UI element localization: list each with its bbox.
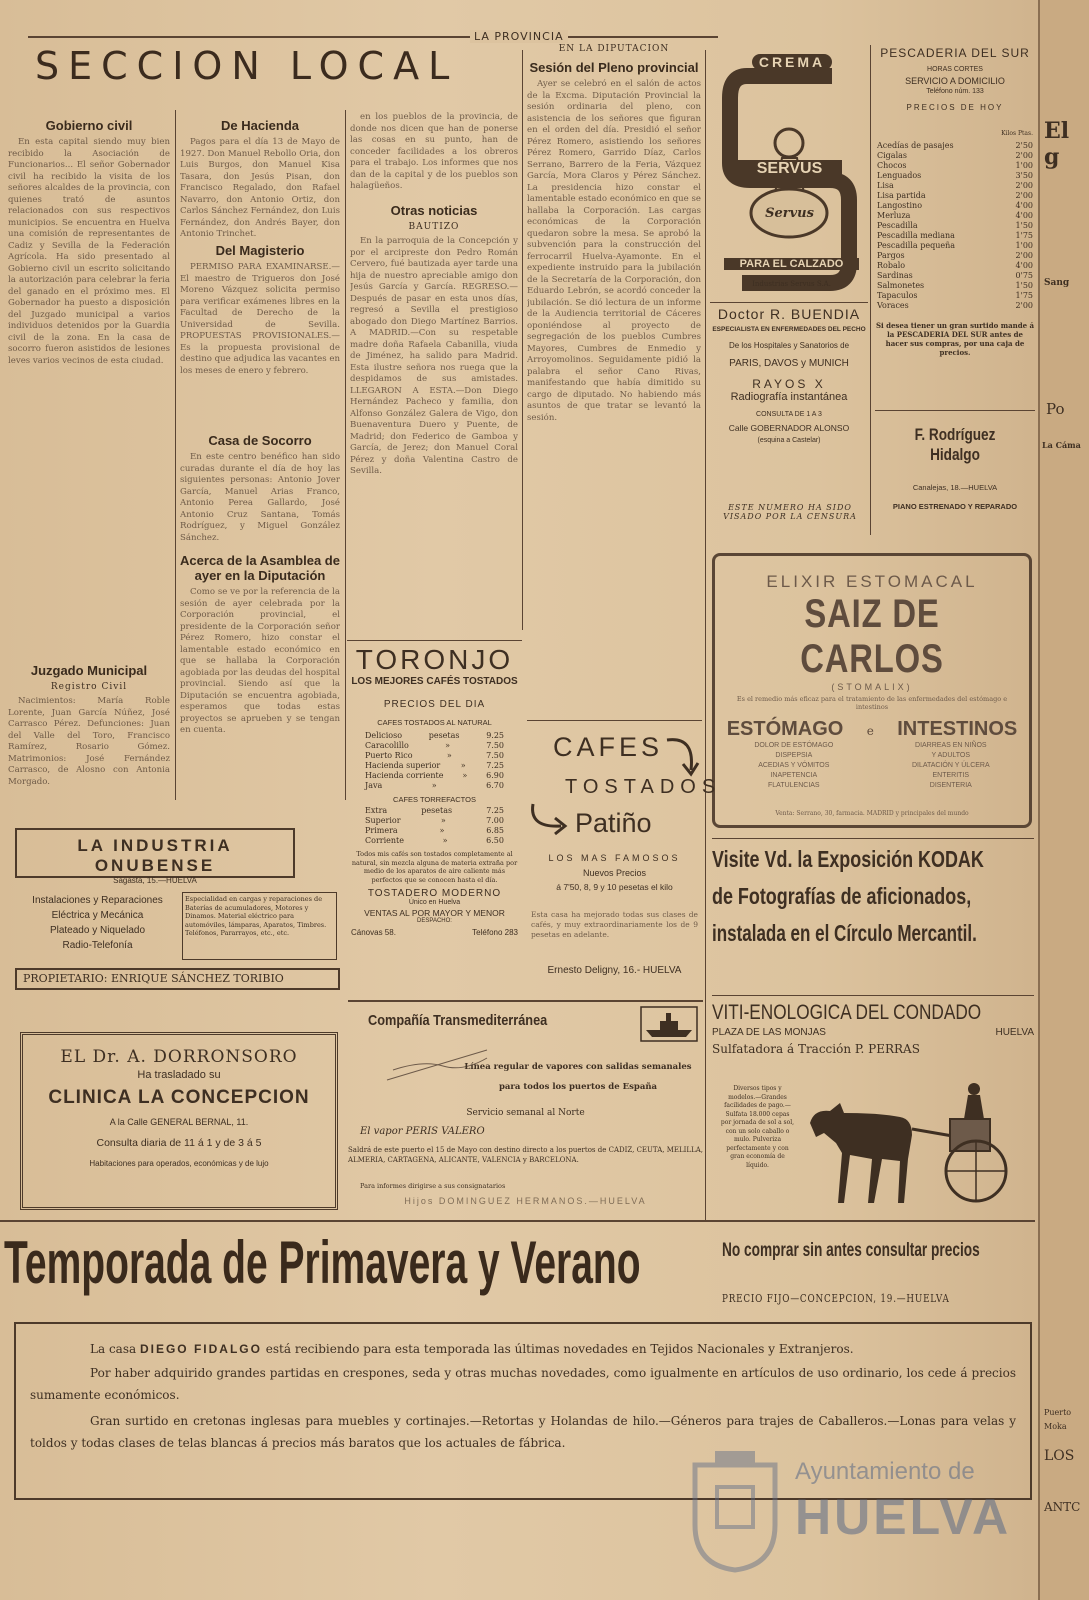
price-row	[365, 761, 504, 771]
hidalgo-tag: PIANO ESTRENADO Y REPARADO	[892, 502, 1018, 511]
sub-registro-civil: Registro Civil	[50, 682, 128, 692]
toronjo-only: Único en Huelva	[408, 899, 461, 906]
buendia-radio: Radiografía instantánea	[730, 391, 848, 403]
price-row	[877, 181, 1033, 191]
coffee-unit: »	[446, 751, 452, 760]
toronjo-phone: Teléfono 283	[472, 928, 518, 937]
price-row	[365, 741, 504, 751]
saiz-amp: e	[866, 724, 874, 738]
patino-word4: LOS MAS FAMOSOS	[548, 853, 681, 863]
price-row	[877, 211, 1033, 221]
coffee-name: Java	[365, 781, 383, 790]
service-item: Plateado y Niquelado	[49, 925, 146, 936]
column-divider	[175, 110, 176, 800]
temporada-p3: Gran surtido en cretonas inglesas para muebles y cortinajes.—Retortas y Holandas de hilo.—Géneros para trajes de Caballeros.—Lonas para velas y toldos y todas clases de telas blancas á precios más baratos que los actuales de fábrica.	[30, 1414, 1016, 1450]
transmed-line3: Servicio semanal al Norte	[466, 1108, 585, 1118]
coffee-name: Caracolillo	[365, 741, 409, 750]
buendia-corner: (esquina a Castelar)	[757, 437, 821, 444]
price-item-name: Lenguados	[877, 171, 922, 180]
service-item: Instalaciones y Reparaciones	[32, 895, 163, 906]
coffee-price: 7.25	[486, 806, 504, 815]
ailment-item: DISENTERIA	[929, 782, 972, 789]
price-row	[365, 771, 504, 781]
servus-maker: Industrias Servus S.A.	[752, 280, 831, 288]
price-row	[877, 141, 1033, 151]
column-divider	[522, 50, 523, 630]
pescaderia-line2: SERVICIO A DOMICILIO	[905, 76, 1005, 86]
edge-fragment: LOS	[1044, 1448, 1075, 1464]
watermark-line2: HUELVA	[795, 1489, 1012, 1545]
ad-servus	[712, 48, 867, 298]
edge-fragment: Sang	[1044, 278, 1070, 288]
kodak-line1: Visite Vd. la Exposición KODAK	[712, 846, 984, 872]
price-row	[365, 781, 504, 791]
coffee-price: 7.00	[486, 816, 504, 825]
kodak-line3: instalada en el Círculo Mercantil.	[712, 920, 977, 946]
ad-toronjo	[347, 640, 522, 985]
saiz-desc: Es el remedio más eficaz para el tratamiento de las enfermedades del estómago e intestinos	[736, 695, 1008, 711]
temporada-p1-name: DIEGO FIDALGO	[139, 1342, 262, 1356]
article-otras-noticias	[350, 236, 518, 478]
edge-fragment: El g	[1044, 118, 1070, 170]
price-row	[877, 171, 1033, 181]
price-item-value: 4'00	[1015, 201, 1033, 210]
column-divider	[870, 45, 871, 535]
price-item-name: Robalo	[877, 261, 906, 270]
divider	[710, 302, 868, 303]
toronjo-shop: TOSTADERO MODERNO	[367, 888, 502, 899]
buendia-spec: ESPECIALISTA EN ENFERMEDADES DEL PECHO	[712, 326, 866, 333]
buendia-rayos: RAYOS X	[752, 377, 826, 391]
dorronsoro-line3: CLINICA LA CONCEPCION	[48, 1087, 310, 1108]
patino-addr: Ernesto Deligny, 16.- HUELVA	[547, 965, 682, 976]
coffee-unit: pesetas	[428, 731, 460, 740]
transmed-line4: El vapor PERIS VALERO	[360, 1126, 485, 1137]
sub-bautizo: BAUTIZO	[408, 222, 460, 232]
edge-fragment: ANTC	[1044, 1500, 1081, 1514]
price-row	[877, 231, 1033, 241]
article-text: PERMISO PARA EXAMINARSE.—El maestro de Trigueros don José Moreno Vázquez solicita permiso para verificar exámenes libres en la Facultad de Derecho de la Universidad de Sevilla. PROPUESTAS PROVISIONALES.—Es la propuesta provisional de destino que adjudica las vacantes en los meses de enero y febrero.	[180, 262, 340, 376]
patino-note: Esta casa ha mejorado todas sus clases de cafés, y muy extraordinariamente los de 9 pesetas en adelante.	[531, 910, 698, 939]
edge-fragment: Moka	[1044, 1422, 1067, 1431]
price-item-value: 0'75	[1015, 271, 1033, 280]
horse-cart-icon	[800, 1063, 1030, 1213]
article-text: Como se ve por la referencia de la sesión de ayer celebrada por la Corporación provincial, el presidente de la Corporación señor Pérez Romero, hizo constar el lamentable estado económico en que se hallaba la Corporación agobiada por las deudas del hospital provincial. Siendo así que la Diputación se encuentra agobiada, esperamos que todas estas proyectos se aprueben y se tengan en cuenta.	[180, 587, 340, 735]
divider	[347, 640, 522, 641]
edge-fragment: Po	[1046, 400, 1065, 418]
price-row	[877, 201, 1033, 211]
divider	[0, 1220, 1035, 1222]
pescaderia-phone: Teléfono núm. 133	[926, 88, 984, 95]
ad-saiz-de-carlos	[712, 553, 1032, 828]
saiz-brand: SAIZ DE CARLOS	[800, 592, 944, 681]
price-row	[877, 191, 1033, 201]
price-item-name: Tapaculos	[877, 291, 918, 300]
article-text: Nacimientos: María Roble Lorente, Juan García Núñez, José Carrasco Pérez. Defunciones: Juan del Valle del Toro, Francisco Ramírez, Rosario Gómez. Matrimonios: José Fernández Carrasco, de Alosno con Antonia Morgado.	[8, 696, 170, 787]
toronjo-street: Cánovas 58.	[351, 928, 396, 937]
heading-sesion-pleno: Sesión del Pleno provincial	[529, 60, 699, 75]
ad-dorronsoro	[20, 1032, 338, 1210]
ad-buendia	[710, 302, 868, 492]
coffee-name: Puerto Rico	[365, 751, 413, 760]
heading-magisterio: Del Magisterio	[215, 243, 305, 258]
toronjo-title: TORONJO	[355, 644, 514, 675]
industria-owner: PROPIETARIO: ENRIQUE SÁNCHEZ TORIBIO	[15, 968, 340, 990]
coffee-price: 6.50	[486, 836, 504, 845]
buendia-name: Doctor R. BUENDIA	[717, 306, 861, 322]
toronjo-prices: PRECIOS DEL DIA	[383, 699, 486, 710]
service-item: Eléctrica y Mecánica	[51, 910, 144, 921]
viti-title: VITI-ENOLOGICA DEL CONDADO	[712, 1001, 982, 1024]
ad-transmediterranea	[348, 1000, 703, 1215]
price-item-name: Pescadilla pequeña	[877, 241, 956, 250]
price-item-value: 2'00	[1015, 191, 1033, 200]
price-row	[877, 261, 1033, 271]
divider	[712, 995, 1034, 996]
toronjo-sec2: CAFES TORREFACTOS	[393, 795, 476, 804]
industria-title: LA INDUSTRIA ONUBENSE	[77, 836, 233, 875]
article-asamblea	[180, 587, 340, 737]
ad-kodak	[712, 838, 1034, 988]
pescaderia-line1: HORAS CORTES	[927, 66, 983, 73]
coffee-unit: »	[442, 836, 448, 845]
hidalgo-street: Canalejas, 18.—HUELVA	[912, 483, 998, 492]
kodak-line2: de Fotografías de aficionados,	[712, 883, 972, 909]
ad-patino	[527, 720, 722, 985]
ad-hidalgo	[875, 410, 1035, 530]
saiz-sub: (STOMALIX)	[831, 682, 913, 692]
article-text: Ayer se celebró en el salón de actos de la Excma. Diputación Provincial la sesión ordinaria del pleno, con asistencia de los señores que figuran en el orden del día. Presidió el señor Pérez Romero, asistiendo los señores Pérez Romero, Garrido Díaz, Carlos Serrano, Barrero de la Feria, Vázquez García, Mora Claros y Pérez Sánchez. La presidencia hizo constar el lamentable estado económico en que se hallaba la Corporación. Las cargas económicas de la Corporación quedaron sobre la mesa. Se aprobó la subvención para la construcción del ferrocarril Huelva-Ayamonte. En el expediente instruido para la jubilación de la Secretaría de la Corporación, don Eduardo Lebrón, se acordó conceder la jubilación. Se dió lectura de un informe de la Audiencia territorial de Cáceres oponiéndose al proyecto de segregación de los pueblos Cumbres Mayores, Cumbres de Enmedio y Arroyomolinos. Seguidamente pidió la palabra el señor Cano Rivas, manifestando que había dimitido su cargo de diputado. No habiendo más asuntos de que tratar se levantó la sesión.	[527, 79, 701, 423]
price-item-name: Salmonetes	[877, 281, 925, 290]
curved-arrow-icon	[665, 734, 701, 778]
column-3	[350, 112, 518, 632]
temporada-p1-pre: La casa	[90, 1342, 137, 1356]
curved-arrow-icon	[529, 802, 569, 836]
price-row	[365, 836, 504, 846]
ailment-item: ENTERITIS	[932, 772, 970, 779]
price-item-name: Merluza	[877, 211, 911, 220]
heading-de-hacienda: De Hacienda	[220, 118, 300, 133]
saiz-left-head: ESTÓMAGO	[726, 718, 844, 740]
price-item-value: 4'00	[1015, 261, 1033, 270]
patino-word2: TOSTADOS	[565, 776, 722, 798]
ailment-item: ACEDIAS Y VÓMITOS	[758, 762, 830, 769]
price-item-name: Chocos	[877, 161, 907, 170]
article-text: Pagos para el día 13 de Mayo de 1927. Don Manuel Rebollo Oria, don Luis Burgos, don Manuel Kisa Tasara, don Jesús Pisan, don Francisco Regalado, don Rafael Navarro, don Antonio Ortiz, don Carlos Sánchez Fernández, don Luis Fernández, don Andrés Bayer, don Antonio Trinchet.	[180, 137, 340, 237]
price-row	[877, 151, 1033, 161]
price-item-value: 1'75	[1015, 291, 1033, 300]
coffee-price: 6.85	[486, 826, 504, 835]
buendia-hours: CONSULTA DE 1 A 3	[756, 411, 822, 418]
price-item-value: 2'00	[1015, 251, 1033, 260]
article-hacienda	[180, 137, 340, 237]
price-item-name: Lisa partida	[877, 191, 926, 200]
pescaderia-note: Si desea tiener un gran surtido mande á la PESCADERIA DEL SUR antes de hacer sus compras, por una caja de precios.	[875, 321, 1035, 357]
price-item-name: Langostino	[877, 201, 923, 210]
buendia-line1: De los Hospitales y Sanatorios de	[728, 341, 850, 350]
viti-sub-left: PLAZA DE LAS MONJAS	[712, 1027, 826, 1038]
coffee-unit: »	[462, 771, 468, 780]
coffee-price: 6.70	[486, 781, 504, 790]
toronjo-sales: VENTAS AL POR MAYOR Y MENOR	[364, 908, 505, 918]
article-sesion-pleno	[527, 79, 701, 424]
article-text: En la parroquia de la Concepción y por el arcipreste don Pedro Román Cervero, fué bautizada ayer tarde una hija de nuestro apreciable amigo don Jesús García y García. REGRESO.—Después de pasar en esta unos días, regresó a Sevilla el prestigioso abogado don Diego Martínez Barrios. A MADRID.—Con su respetable madre doña Rafaela Cabanilla, viuda de Jiménez, ha salido para Madrid. Esta ilustre señora nos ruega que la despidamos de sus amistades. LLEGARON A ESTA.—Don Diego Hernández Pacheco y familia, don Alfonso González Galera de Vigo, don Buenaventura Duero y Puente, de Madrid; don Federico de Gamboa y García, de Jerez; don Manuel Coral Pérez y doña Valentina Castro de Sevilla.	[350, 236, 518, 476]
servus-badge: Servus	[765, 206, 814, 221]
temporada-p1	[16, 1324, 1030, 1362]
coat-of-arms-icon	[685, 1445, 785, 1575]
saiz-right-list	[912, 741, 990, 791]
price-row	[877, 221, 1033, 231]
sub-diputacion: EN LA DIPUTACION	[558, 44, 670, 54]
ailment-item: FLATULENCIAS	[768, 782, 820, 789]
divider	[875, 410, 1035, 411]
saiz-right-head: INTESTINOS	[897, 718, 1018, 740]
viti-line: Sulfatadora á Tracción P. PERRAS	[712, 1042, 920, 1056]
price-item-name: Pargos	[877, 251, 905, 260]
article-text: En este centro benéfico han sido curadas durante el día de hoy las siguientes personas: Antonio Jover García, Manuel Arias Franco, Antonio Perea Gallardo, José Antonio Cruz Santana, Tomás Rodríguez, y Miguel González Sánchez.	[180, 452, 340, 543]
industria-title-box	[15, 828, 295, 885]
price-item-value: 3'50	[1015, 171, 1033, 180]
price-item-name: Lisa	[877, 181, 894, 190]
article-continued	[350, 112, 518, 197]
adjacent-page-edge	[1038, 0, 1089, 1600]
price-row	[877, 251, 1033, 261]
coffee-unit: »	[460, 761, 466, 770]
pescaderia-col-head: Kilos Ptas.	[1001, 130, 1033, 137]
price-row	[365, 751, 504, 761]
price-row	[877, 291, 1033, 301]
toronjo-list-1	[347, 731, 522, 791]
price-item-name: Voraces	[877, 301, 909, 310]
price-row	[877, 161, 1033, 171]
coffee-price: 7.25	[486, 761, 504, 770]
price-row	[365, 816, 504, 826]
patino-word5: Nuevos Precios	[582, 868, 647, 878]
pescaderia-price-list	[875, 141, 1035, 311]
industria-right: Especialidad en cargas y reparaciones de Baterías de acumuladores, Motores y Dinamos. Material eléctrico para automóviles, lámparas, Aparatos, Timbres. Teléfonos, Pararrayos, etc., etc.	[182, 892, 337, 960]
hidalgo-name: F. Rodríguez Hidalgo	[914, 425, 996, 464]
coffee-unit: pesetas	[421, 806, 453, 815]
article-gobierno-civil	[8, 137, 170, 657]
temporada-p2: Por haber adquirido grandes partidas en crespones, seda y otras muchas novedades, como igualmente en artículos de uso ordinario, los cede á precios sumamente económicos.	[30, 1366, 1016, 1402]
pescaderia-prices-title: PRECIOS DE HOY	[906, 103, 1004, 112]
header-rule	[28, 36, 718, 38]
ailment-item: DISPEPSIA	[775, 752, 813, 759]
transmed-title: Compañía Transmediterránea	[368, 1012, 548, 1029]
price-item-value: 2'00	[1015, 301, 1033, 310]
article-magisterio	[180, 262, 340, 427]
coffee-name: Superior	[365, 816, 401, 825]
price-item-value: 1'00	[1015, 161, 1033, 170]
heading-juzgado-municipal: Juzgado Municipal	[30, 663, 148, 678]
heading-otras-noticias: Otras noticias	[390, 203, 478, 218]
divider	[712, 838, 1034, 839]
coffee-unit: »	[439, 826, 445, 835]
temporada-p1-post: está recibiendo para esta temporada las últimas novedades en Tejidos Nacionales y Extranjeros.	[265, 1342, 854, 1356]
coffee-price: 6.90	[486, 771, 504, 780]
industria-left-list	[15, 893, 180, 953]
coffee-name: Hacienda superior	[365, 761, 441, 770]
price-item-value: 2'00	[1015, 151, 1033, 160]
coffee-price: 7.50	[486, 751, 504, 760]
ad-pescaderia	[875, 46, 1035, 416]
price-row	[365, 826, 504, 836]
patino-word3: Patiño	[575, 808, 652, 838]
coffee-unit: »	[445, 741, 450, 750]
dorronsoro-line6: Habitaciones para operados, económicas y de lujo	[89, 1159, 269, 1168]
transmed-line2: para todos los puertos de España	[498, 1082, 658, 1092]
dorronsoro-line1: EL Dr. A. DORRONSORO	[60, 1047, 298, 1067]
dorronsoro-line5: Consulta diaria de 11 á 1 y de 3 á 5	[96, 1137, 262, 1149]
column-4	[527, 44, 701, 724]
saiz-line1: ELIXIR ESTOMACAL	[766, 572, 978, 591]
toronjo-note: Todos mis cafés son tostados completamente al natural, sin mezcla alguna de materia extraña por medio de los aparatos de aire caliente más perfectos que se conocen hasta el día.	[351, 850, 518, 884]
watermark-line1: Ayuntamiento de	[795, 1458, 975, 1485]
heading-gobierno-civil: Gobierno civil	[45, 118, 133, 133]
column-2	[180, 112, 340, 802]
price-item-name: Pescadilla mediana	[877, 231, 955, 240]
transmed-line1: Línea regular de vapores con salidas semanales	[464, 1062, 692, 1072]
coffee-unit: »	[431, 781, 437, 790]
price-row	[877, 271, 1033, 281]
buendia-street: Calle GOBERNADOR ALONSO	[728, 423, 850, 433]
edge-fragment: Puerto	[1044, 1408, 1072, 1417]
servus-top: CREMA	[752, 54, 832, 70]
ad-viti-enologica	[712, 995, 1034, 1220]
price-item-name: Acedías de pasajes	[877, 141, 954, 150]
section-title: SECCION LOCAL	[35, 44, 459, 88]
price-row	[877, 301, 1033, 311]
article-juzgado	[8, 696, 170, 788]
buendia-cities: PARIS, DAVOS y MUNICH	[729, 358, 849, 369]
coffee-price: 7.50	[486, 741, 504, 750]
edge-fragment: La Cáma	[1042, 440, 1081, 450]
price-item-value: 4'00	[1015, 211, 1033, 220]
service-item: Radio-Telefonía	[62, 940, 133, 951]
industria-addr: Sagasta, 15.—HUELVA	[113, 876, 197, 885]
servus-brand: SERVUS	[737, 160, 842, 178]
divider	[527, 720, 702, 721]
censura-note: ESTE NUMERO HA SIDO VISADO POR LA CENSURA	[723, 503, 857, 521]
coffee-name: Primera	[365, 826, 398, 835]
toronjo-list-2	[347, 806, 522, 846]
column-divider	[345, 110, 346, 800]
coffee-name: Corriente	[365, 836, 404, 845]
coffee-unit: »	[440, 816, 446, 825]
temporada-title: Temporada de Primavera y Verano	[4, 1229, 641, 1296]
viti-sub-right: HUELVA	[995, 1027, 1034, 1038]
divider	[348, 1000, 703, 1002]
patino-word6: á 7'50, 8, 9 y 10 pesetas el kilo	[556, 882, 673, 892]
price-item-value: 1'50	[1015, 221, 1033, 230]
saiz-left-list	[754, 741, 833, 791]
price-item-value: 2'50	[1015, 141, 1033, 150]
coffee-name: Hacienda corriente	[365, 771, 444, 780]
steamship-icon	[640, 1006, 698, 1042]
heading-casa-socorro: Casa de Socorro	[208, 433, 312, 448]
ailment-item: DILATACIÓN Y ÚLCERA	[911, 762, 990, 769]
price-item-value: 2'00	[1015, 181, 1033, 190]
article-casa-socorro	[180, 452, 340, 547]
saiz-footer: Venta: Serrano, 30, farmacia. MADRID y principales del mundo	[775, 810, 969, 817]
article-text: En esta capital siendo muy bien recibido la Asociación de Funcionarios... El señor Gobernador civil ha recibido la visita de los señores alcaldes de la provincia, con quienes trató de asuntos relacionados con sus respectivos municipios. Se encuentra en Huelva una comisión de representantes de Cadiz y Sevilla de la Federación Agrícola. Ha sido presentado al Gobierno civil un escrito solicitando la autorización para celebrar la feria del ganado en el próximo mes. El Gobernador ha puesto a disposición del Juzgado municipal a varios individuos detenidos por la Guardia civil de la zona. En la casa de socorro fueron asistidos de lesiones leves varios vecinos de esta ciudad.	[8, 137, 170, 366]
transmed-line7: Hijos DOMINGUEZ HERMANOS.—HUELVA	[404, 1196, 647, 1206]
pescaderia-title: PESCADERIA DEL SUR	[880, 46, 1030, 60]
column-divider	[705, 50, 706, 1220]
toronjo-despacho: DESPACHO:	[417, 918, 452, 924]
ailment-item: INAPETENCIA	[770, 772, 818, 779]
servus-bottom: PARA EL CALZADO	[724, 258, 859, 270]
article-text: en los pueblos de la provincia, de donde nos dicen que han de ponerse las cosas en su punto, han de conceder facilidades a los obreros para el trabajo. Los informes que nos dan de la capital y de los pueblos son halagüeños.	[350, 112, 518, 191]
ailment-item: DIARREAS EN NIÑOS	[915, 742, 987, 749]
price-item-name: Pescadilla	[877, 221, 918, 230]
temporada-right2: PRECIO FIJO—CONCEPCION, 19.—HUELVA	[722, 1292, 950, 1305]
price-item-name: Sardinas	[877, 271, 913, 280]
dorronsoro-line2: Ha trasladado su	[137, 1069, 221, 1081]
temporada-right1: No comprar sin antes consultar precios	[722, 1240, 980, 1261]
coffee-name: Delicioso	[365, 731, 403, 740]
dorronsoro-line4: A la Calle GENERAL BERNAL, 11.	[109, 1117, 249, 1127]
price-item-value: 1'00	[1015, 241, 1033, 250]
ailment-item: Y ADULTOS	[931, 752, 971, 759]
toronjo-sub: LOS MEJORES CAFÉS TOSTADOS	[351, 676, 518, 687]
coffee-name: Extra	[365, 806, 388, 815]
price-row	[365, 806, 504, 816]
coffee-price: 9.25	[486, 731, 504, 740]
price-item-value: 1'75	[1015, 231, 1033, 240]
paper-name: LA PROVINCIA	[470, 30, 568, 43]
price-row	[877, 281, 1033, 291]
toronjo-sec1: CAFES TOSTADOS AL NATURAL	[377, 718, 492, 727]
transmed-line5: Saldrá de este puerto el 15 de Mayo con destino directo a los puertos de CADIZ, CEUTA, MELILLA, ALMERIA, CARTAGENA, ALICANTE, VALENCIA y BARCELONA.	[348, 1146, 703, 1164]
patino-word1: CAFES	[553, 732, 664, 762]
price-row	[877, 241, 1033, 251]
transmed-line6: Para informes dirigirse a sus consignatarios	[360, 1182, 506, 1190]
heading-asamblea: Acerca de la Asamblea de ayer en la Diputación	[180, 553, 340, 583]
viti-desc: Diversos tipos y modelos.—Grandes facilidades de pago.—Sulfata 18.000 cepas por jornada de sol a sol, con un solo caballo o mulo. Pulveriza perfectamente y con gran economía de líquido.	[720, 1085, 795, 1169]
price-item-value: 1'50	[1015, 281, 1033, 290]
ad-industria-onubense	[10, 818, 345, 1023]
column-1	[8, 112, 170, 802]
price-row	[365, 731, 504, 741]
ailment-item: DOLOR DE ESTÓMAGO	[754, 742, 834, 749]
price-item-name: Cigalas	[877, 151, 908, 160]
